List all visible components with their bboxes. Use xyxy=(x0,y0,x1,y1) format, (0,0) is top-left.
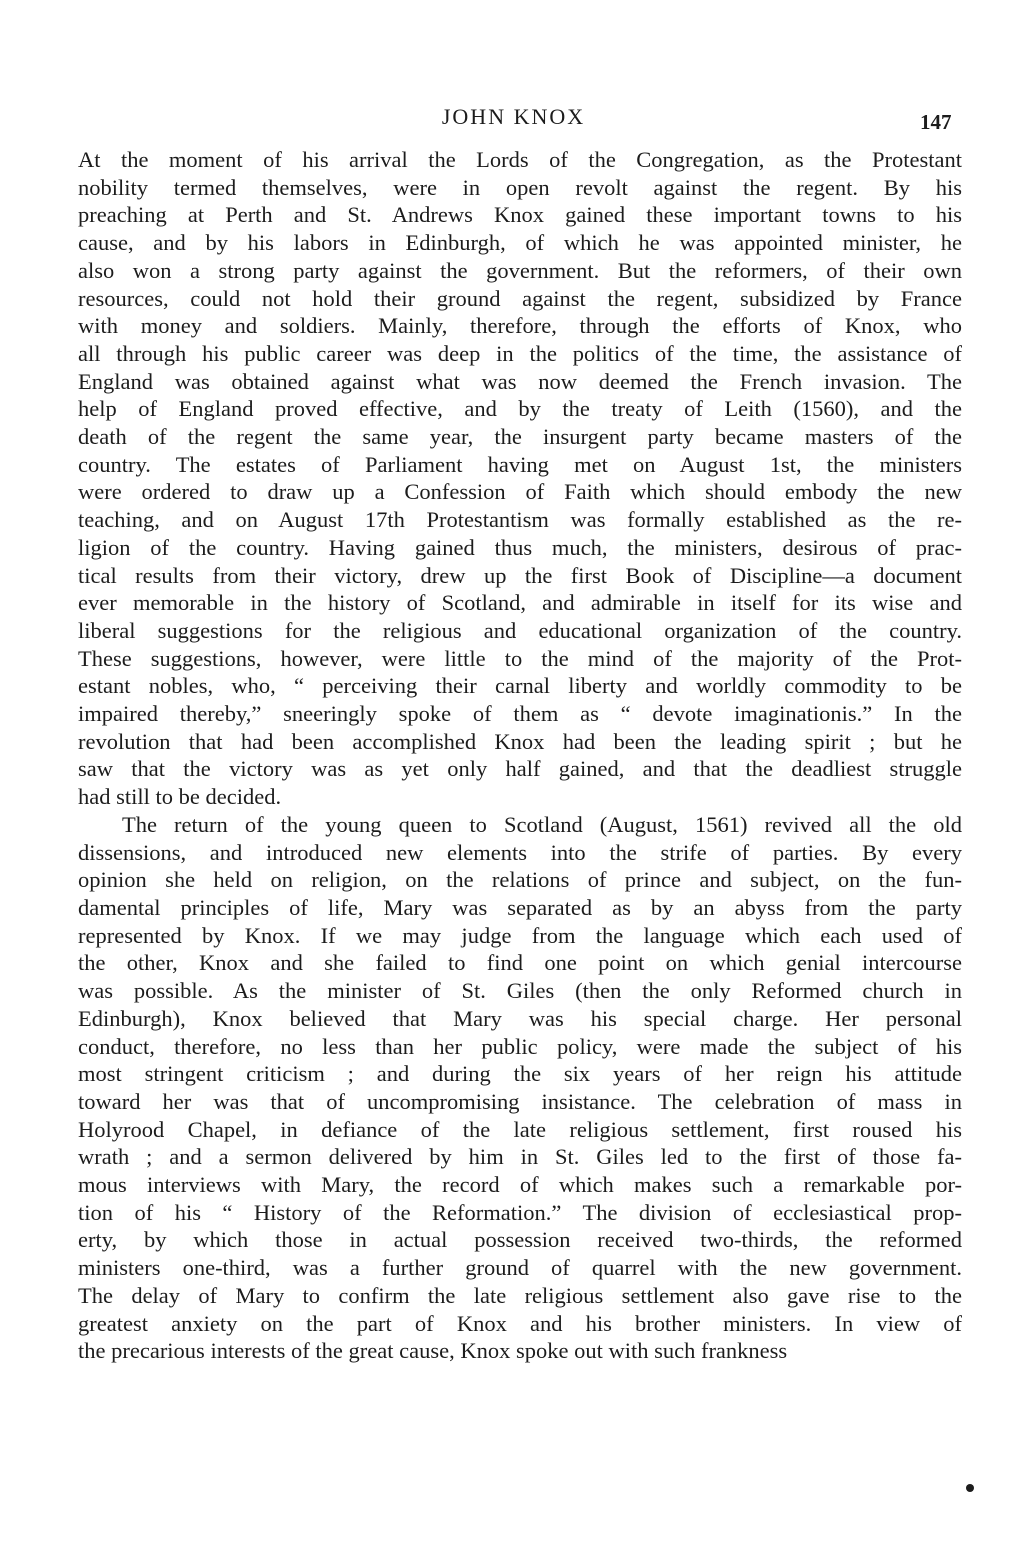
text-line: teaching, and on August 17th Protestantism was formally established as the re- xyxy=(78,507,962,533)
text-line: The delay of Mary to confirm the late religious settlement also gave rise to the xyxy=(78,1282,962,1308)
text-line: most stringent criticism ; and during the six years of her reign his attitude xyxy=(78,1061,962,1087)
text-line: At the moment of his arrival the Lords of the Congregation, as the Protestant xyxy=(78,147,962,172)
text-line: Edinburgh), Knox believed that Mary was his special charge. Her personal xyxy=(78,1005,962,1031)
text-line: ever memorable in the history of Scotland, and admirable in itself for its wise and xyxy=(78,590,962,616)
text-line: country. The estates of Parliament having met on August 1st, the ministers xyxy=(78,451,962,477)
text-line: were ordered to draw up a Confession of Faith which should embody the new xyxy=(78,479,962,505)
text-line: estant nobles, who, “ perceiving their carnal liberty and worldly commodity to be xyxy=(78,673,962,699)
text-line: saw that the victory was as yet only half gained, and that the deadliest struggle xyxy=(78,756,962,782)
paragraph-1 xyxy=(78,146,962,811)
text-line: dissensions, and introduced new elements into the strife of parties. By every xyxy=(78,839,962,865)
text-line: opinion she held on religion, on the relations of prince and subject, on the fun- xyxy=(78,867,962,893)
text-line: liberal suggestions for the religious and educational organization of the country. xyxy=(78,617,962,643)
text-line: ministers one-third, was a further ground of quarrel with the new government. xyxy=(78,1255,962,1281)
running-head xyxy=(0,104,1027,134)
text-line: with money and soldiers. Mainly, therefore, through the efforts of Knox, who xyxy=(78,313,962,339)
text-line: preaching at Perth and St. Andrews Knox gained these important towns to his xyxy=(78,202,962,228)
text-line: mous interviews with Mary, the record of which makes such a remarkable por- xyxy=(78,1172,962,1198)
running-title: JOHN KNOX xyxy=(441,104,586,129)
text-line: wrath ; and a sermon delivered by him in St. Giles led to the first of those fa- xyxy=(78,1144,962,1170)
paragraph-2 xyxy=(78,811,962,1365)
text-line: Holyrood Chapel, in defiance of the late religious settlement, first roused his xyxy=(78,1116,962,1142)
text-line: greatest anxiety on the part of Knox and his brother ministers. In view of xyxy=(78,1310,962,1336)
text-line: tion of his “ History of the Reformation.” The division of ecclesiastical prop- xyxy=(78,1199,962,1225)
text-line: resources, could not hold their ground against the regent, subsidized by France xyxy=(78,285,962,311)
text-line: tical results from their victory, drew up the first Book of Discipline—a document xyxy=(78,562,962,588)
text-line: represented by Knox. If we may judge from the language which each used of xyxy=(78,922,962,948)
page-number: 147 xyxy=(920,110,952,134)
text-line: also won a strong party against the government. But the reformers, of their own xyxy=(78,257,962,283)
text-line: impaired thereby,” sneeringly spoke of them as “ devote imaginationis.” In the xyxy=(78,701,962,727)
text-line: The return of the young queen to Scotland (August, 1561) revived all the old xyxy=(122,811,962,837)
text-line: ligion of the country. Having gained thus much, the ministers, desirous of prac- xyxy=(78,534,962,560)
text-line: death of the regent the same year, the insurgent party became masters of the xyxy=(78,424,962,450)
text-line: cause, and by his labors in Edinburgh, of which he was appointed minister, he xyxy=(78,230,962,256)
text-line: nobility termed themselves, were in open revolt against the regent. By his xyxy=(78,174,962,200)
margin-bullet-mark xyxy=(966,1484,974,1492)
text-line: help of England proved effective, and by the treaty of Leith (1560), and the xyxy=(78,396,962,422)
text-line: erty, by which those in actual possession received two-thirds, the reformed xyxy=(78,1227,962,1253)
text-line: toward her was that of uncompromising insistance. The celebration of mass in xyxy=(78,1088,962,1114)
text-line: conduct, therefore, no less than her public policy, were made the subject of his xyxy=(78,1033,962,1059)
text-line: England was obtained against what was now deemed the French invasion. The xyxy=(78,368,962,394)
text-line: all through his public career was deep in the politics of the time, the assistance of xyxy=(78,340,962,366)
text-line: revolution that had been accomplished Knox had been the leading spirit ; but he xyxy=(78,728,962,754)
text-line: the precarious interests of the great cause, Knox spoke out with such frankness xyxy=(78,1338,788,1364)
text-line: damental principles of life, Mary was separated as by an abyss from the party xyxy=(78,894,962,920)
text-line: was possible. As the minister of St. Giles (then the only Reformed church in xyxy=(78,978,962,1004)
text-line: These suggestions, however, were little to the mind of the majority of the Prot- xyxy=(78,645,962,671)
text-line: the other, Knox and she failed to find one point on which genial intercourse xyxy=(78,950,962,976)
body-text xyxy=(78,146,962,1365)
text-line: had still to be decided. xyxy=(78,784,282,810)
